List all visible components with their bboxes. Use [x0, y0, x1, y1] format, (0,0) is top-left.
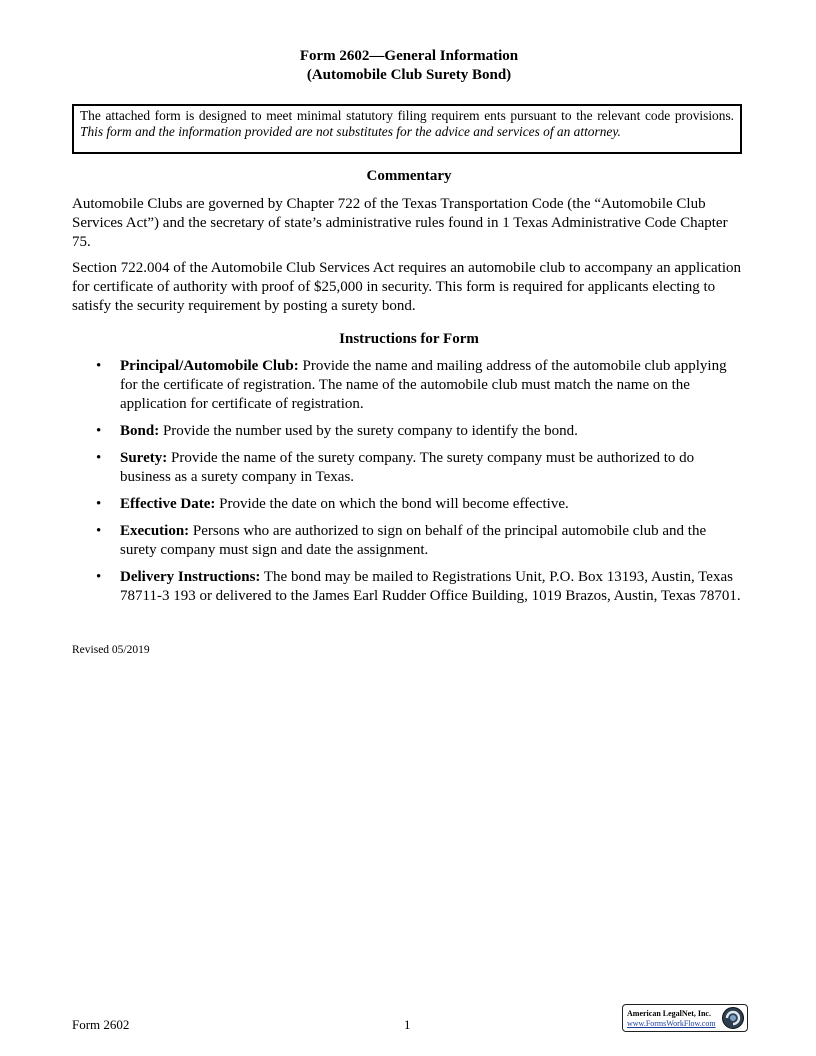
instruction-text: Provide the name of the surety company. The surety company must be authorized to do business as a surety company in Texas.: [120, 450, 695, 485]
instruction-item: [72, 495, 746, 514]
instruction-item: [72, 568, 746, 606]
instruction-item: [72, 422, 746, 441]
instructions-list: [72, 357, 746, 614]
bullet-icon: •: [96, 358, 102, 374]
instruction-item: [72, 449, 746, 487]
revised-date: Revised 05/2019: [72, 644, 150, 656]
bullet-icon: •: [96, 496, 102, 512]
instruction-label: Effective Date:: [120, 496, 216, 512]
instruction-text: The bond may be mailed to Registrations Unit, P.O. Box 13193, Austin, Texas 78711-3 193 or delivered to the James Earl Rudder Office Building, 1019 Brazos, Austin, Texas 78701.: [120, 569, 741, 604]
disclaimer-text: The attached form is designed to meet minimal statutory filing requirem ents pursuant to the relevant code provisions.: [80, 108, 734, 123]
bullet-icon: •: [96, 523, 102, 539]
instruction-label: Bond:: [120, 423, 160, 439]
instruction-text: Provide the number used by the surety company to identify the bond.: [162, 423, 578, 439]
title-line-1: Form 2602—General Information: [299, 48, 519, 64]
instruction-label: Principal/Automobile Club:: [120, 358, 299, 374]
disclaimer-box: [72, 104, 742, 154]
title-line-2: (Automobile Club Surety Bond): [306, 67, 512, 83]
instruction-text: Provide the date on which the bond will become effective.: [219, 496, 569, 512]
footer-page-number: 1: [404, 1017, 411, 1032]
bullet-icon: •: [96, 569, 102, 585]
instruction-item: [72, 357, 746, 414]
disclaimer-italic-text: This form and the information provided are not substitutes for the advice and services of an attorney.: [80, 124, 621, 139]
commentary-heading: Commentary: [366, 168, 452, 184]
commentary-paragraph-2: Section 722.004 of the Automobile Club Services Act requires an automobile club to accompany an application for certificate of authority with proof of $25,000 in security. This form is required for applicants electing to satisfy the security requirement by posting a surety bond.: [72, 260, 742, 314]
instruction-label: Execution:: [120, 523, 190, 539]
bullet-icon: •: [96, 423, 102, 439]
instruction-label: Delivery Instructions:: [120, 569, 261, 585]
instruction-item: [72, 522, 746, 560]
instructions-heading: Instructions for Form: [339, 331, 479, 347]
page-title: [72, 47, 746, 85]
logo-company-name: American LegalNet, Inc.: [627, 1009, 711, 1018]
instruction-label: Surety:: [120, 450, 168, 466]
footer-form-number: Form 2602: [72, 1017, 130, 1032]
instruction-text: Provide the name and mailing address of the automobile club applying for the certificate of registration. The name of the automobile club must match the name on the application for certificate of registration.: [120, 358, 727, 412]
globe-icon: [721, 1006, 745, 1030]
bullet-icon: •: [96, 450, 102, 466]
commentary-paragraph-1: Automobile Clubs are governed by Chapter 722 of the Texas Transportation Code (the “Automobile Club Services Act”) and the secretary of state’s administrative rules found in 1 Texas Administrative Code Chapter 75.: [72, 196, 728, 250]
instruction-text: Persons who are authorized to sign on behalf of the principal automobile club and the surety company must sign and date the assignment.: [120, 523, 707, 558]
publisher-logo[interactable]: [622, 1004, 748, 1032]
logo-url-link[interactable]: www.FormsWorkFlow.com: [627, 1019, 716, 1028]
